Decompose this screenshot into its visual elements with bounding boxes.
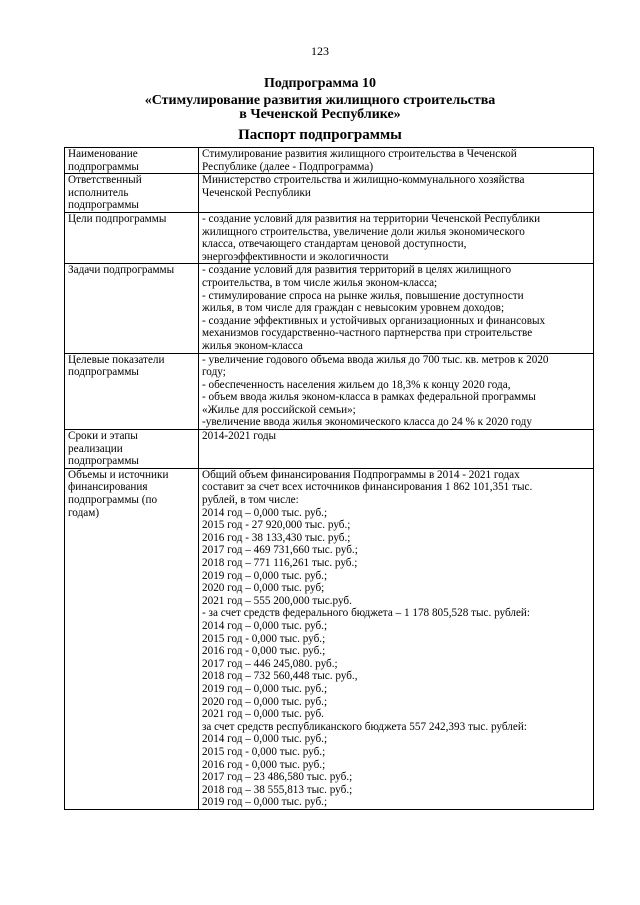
- row-content-line: 2014 год – 0,000 тыс. руб.;: [202, 619, 328, 632]
- row-content-line: - за счет средств федерального бюджета – 1 178 805,528 тыс. рублей:: [202, 607, 531, 620]
- row-label-line: Ответственный: [68, 174, 142, 187]
- row-content-cell: [199, 468, 594, 809]
- subprogram-title-line1: «Стимулирование развития жилищного строительства: [144, 93, 496, 108]
- row-content-line: жилья, в том числе для граждан с невысоким уровнем доходов;: [202, 302, 505, 315]
- row-label-line: исполнитель: [68, 186, 129, 199]
- row-label-cell: [65, 430, 199, 469]
- passport-table: [64, 147, 594, 810]
- row-content-line: 2019 год – 0,000 тыс. руб.;: [202, 682, 328, 695]
- subprogram-title-line2: в Чеченской Республике»: [239, 107, 401, 122]
- row-content-line: 2018 год – 771 116,261 тыс. руб.;: [202, 557, 358, 569]
- row-label-line: подпрограммы (по: [68, 494, 158, 507]
- row-content-line: 2015 год - 0,000 тыс. руб.;: [202, 745, 326, 758]
- row-content-line: механизмов государственно-частного партнерства при строительстве: [202, 327, 533, 340]
- row-content-line: строительства, в том числе жилья эконом-класса;: [202, 276, 438, 289]
- row-label-line: реализации: [68, 442, 123, 455]
- page-number: 123: [311, 44, 329, 58]
- row-content-line: - стимулирование спроса на рынке жилья, повышение доступности: [202, 289, 524, 302]
- row-label-line: Объемы и источники: [68, 468, 169, 481]
- row-label-line: финансирования: [68, 481, 148, 494]
- row-label-cell: [65, 468, 199, 809]
- row-label-line: Сроки и этапы: [68, 430, 138, 443]
- row-content-line: жилья эконом-класса: [202, 339, 303, 352]
- passport-heading: Паспорт подпрограммы: [238, 127, 402, 143]
- row-content-line: 2018 год – 38 555,813 тыс. руб.;: [202, 783, 353, 796]
- row-content-line: Министерство строительства и жилищно-коммунального хозяйства: [202, 174, 525, 187]
- row-content-line: - объем ввода жилья эконом-класса в рамках федеральной программы: [202, 391, 536, 404]
- row-content-line: жилищного строительства, увеличение доли жилья экономического: [202, 225, 525, 238]
- row-content-line: 2016 год - 0,000 тыс. руб.;: [202, 758, 326, 771]
- row-content-line: 2021 год – 0,000 тыс. руб.: [202, 708, 324, 721]
- table-row: [65, 174, 594, 213]
- table-row: [65, 264, 594, 353]
- row-content-line: Республике (далее - Подпрограмма): [202, 160, 374, 173]
- subprogram-number: Подпрограмма 10: [263, 76, 377, 91]
- row-content-line: класса, отвечающего стандартам ценовой доступности,: [202, 238, 467, 251]
- row-label-line: подпрограммы: [68, 160, 139, 173]
- row-content-line: Стимулирование развития жилищного строительства в Чеченской: [202, 148, 517, 160]
- row-label-line: подпрограммы: [68, 455, 139, 468]
- row-content-line: Чеченской Республики: [202, 186, 311, 199]
- passport-table-body: [65, 148, 594, 810]
- row-content-line: 2014-2021 годы: [202, 430, 277, 443]
- row-label-cell: [65, 264, 199, 353]
- row-content-line: - создание условий для развития на территории Чеченской Республики: [202, 212, 541, 225]
- row-content-cell: [199, 264, 594, 353]
- row-content-line: 2017 год – 469 731,660 тыс. руб.;: [202, 544, 358, 557]
- row-content-line: - создание условий для развития территорий в целях жилищного: [202, 264, 512, 277]
- table-row: [65, 430, 594, 469]
- row-content-line: 2018 год – 732 560,448 тыс. руб.,: [202, 670, 358, 683]
- table-row: [65, 468, 594, 809]
- row-content-cell: [199, 174, 594, 213]
- row-label-line: подпрограммы: [68, 199, 139, 212]
- row-content-line: 2020 год – 0,000 тыс. руб;: [202, 582, 325, 595]
- title-block: [60, 76, 580, 144]
- table-row: [65, 148, 594, 174]
- row-label-cell: [65, 148, 199, 174]
- row-content-line: 2015 год - 27 920,000 тыс. руб.;: [202, 519, 351, 532]
- row-label-cell: [65, 353, 199, 430]
- row-content-cell: [199, 212, 594, 263]
- row-content-line: 2016 год - 38 133,430 тыс. руб.;: [202, 531, 351, 544]
- row-label-line: Задачи подпрограммы: [68, 264, 175, 277]
- row-content-line: году;: [202, 366, 226, 379]
- row-label-line: годам): [68, 506, 100, 519]
- row-content-line: 2021 год – 555 200,000 тыс.руб.: [202, 594, 352, 607]
- row-content-line: за счет средств республиканского бюджета 557 242,393 тыс. рублей:: [202, 720, 527, 733]
- row-content-line: 2015 год - 0,000 тыс. руб.;: [202, 632, 326, 645]
- row-label-line: Цели подпрограммы: [68, 212, 167, 225]
- row-content-line: 2014 год – 0,000 тыс. руб.;: [202, 733, 328, 746]
- row-label-cell: [65, 174, 199, 213]
- row-content-cell: [199, 353, 594, 430]
- row-content-line: рублей, в том числе:: [202, 494, 299, 507]
- row-label-line: Наименование: [68, 148, 138, 160]
- row-content-line: составит за счет всех источников финансирования 1 862 101,351 тыс.: [202, 481, 533, 494]
- row-label-cell: [65, 212, 199, 263]
- row-content-line: - увеличение годового объема ввода жилья до 700 тыс. кв. метров к 2020: [202, 353, 549, 366]
- row-content-line: 2017 год – 446 245,080. руб.;: [202, 657, 338, 670]
- row-label-line: Целевые показатели: [68, 353, 165, 366]
- row-content-line: Общий объем финансирования Подпрограммы в 2014 - 2021 годах: [202, 468, 520, 481]
- row-content-line: - обеспеченность населения жильем до 18,3% к концу 2020 года,: [202, 378, 511, 391]
- row-content-line: 2016 год - 0,000 тыс. руб.;: [202, 645, 326, 658]
- row-content-line: энергоэффективности и экологичности: [202, 250, 389, 263]
- row-label-line: подпрограммы: [68, 366, 139, 379]
- row-content-cell: [199, 430, 594, 469]
- row-content-line: - создание эффективных и устойчивых организационных и финансовых: [202, 314, 546, 327]
- row-content-cell: [199, 148, 594, 174]
- row-content-line: -увеличение ввода жилья экономического класса до 24 % к 2020 году: [202, 416, 532, 429]
- row-content-line: 2017 год – 23 486,580 тыс. руб.;: [202, 771, 353, 784]
- row-content-line: «Жилье для российской семьи»;: [202, 403, 356, 416]
- row-content-line: 2019 год – 0,000 тыс. руб.;: [202, 796, 328, 809]
- row-content-line: 2019 год – 0,000 тыс. руб.;: [202, 569, 328, 582]
- table-row: [65, 353, 594, 430]
- row-content-line: 2014 год – 0,000 тыс. руб.;: [202, 506, 328, 519]
- table-row: [65, 212, 594, 263]
- row-content-line: 2020 год – 0,000 тыс. руб.;: [202, 695, 328, 708]
